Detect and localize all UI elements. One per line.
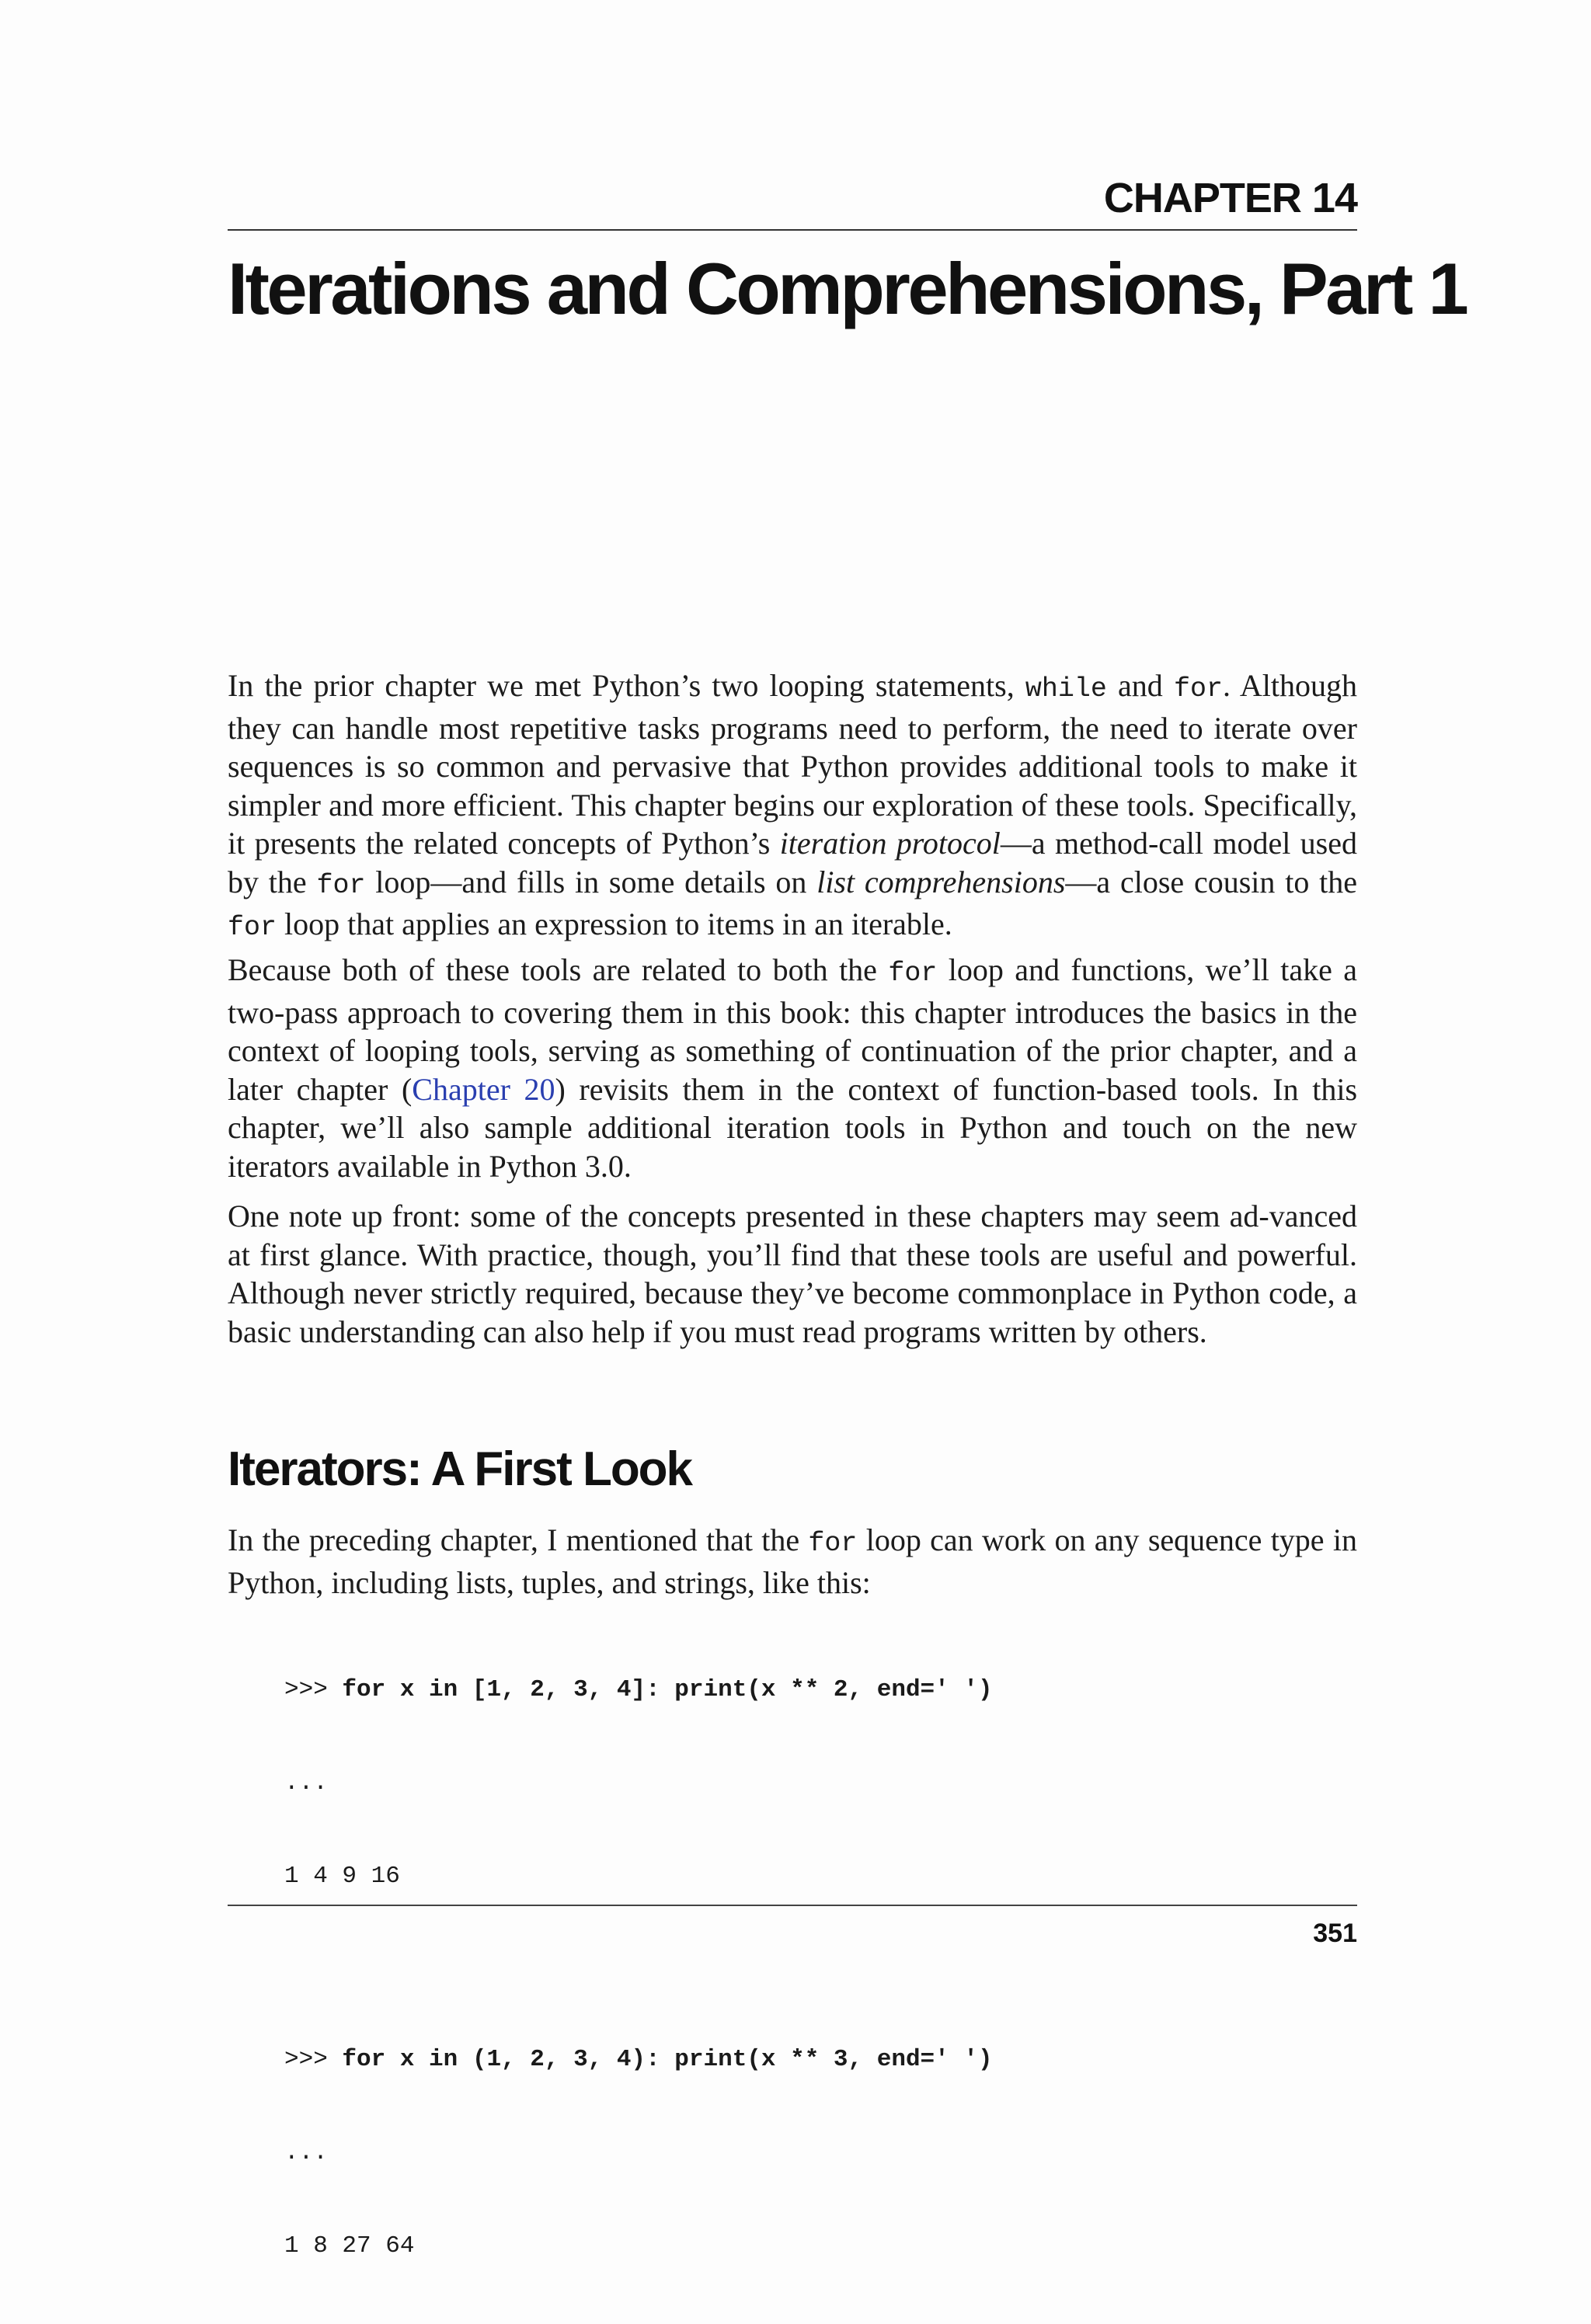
- code-continuation: ...: [284, 1769, 328, 1797]
- code-output: 1 4 9 16: [284, 1863, 400, 1890]
- text-run: ) revisits them in the context of function-based tools. In this chapter, we’ll also sample additional iteration tools in Python and touch on the new iterators available in Python 3.0.: [228, 1071, 1358, 1184]
- code-line: [284, 2044, 993, 2075]
- text-run: loop—and fills in some details on: [365, 864, 817, 899]
- text-run: In the preceding chapter, I mentioned that the: [228, 1522, 809, 1557]
- code-continuation: ...: [284, 2139, 328, 2166]
- inline-code: for: [316, 869, 366, 901]
- chapter-20-link[interactable]: Chapter 20: [412, 1071, 555, 1107]
- code-command: for x in (1, 2, 3, 4): print(x ** 3, end=' '): [342, 2046, 993, 2073]
- text-run: In the prior chapter we met Python’s two looping statements,: [228, 668, 1025, 703]
- footer-rule: [228, 1905, 1357, 1906]
- section-paragraph: [228, 1521, 1357, 1602]
- code-line: [284, 1675, 993, 1706]
- text-run: loop that applies an expression to items in an iterable.: [277, 906, 952, 941]
- code-command: for x in [1, 2, 3, 4]: print(x ** 2, end=' '): [342, 1676, 993, 1703]
- emphasis: iteration protocol: [779, 826, 1001, 861]
- inline-code: while: [1025, 673, 1107, 705]
- section-heading: Iterators: A First Look: [228, 1442, 692, 1496]
- text-run: and: [1106, 668, 1174, 703]
- text-run: loop can work on any sequence type in Python, including lists, tuples, and strings, like this:: [228, 1522, 1357, 1600]
- intro-paragraph-2: [228, 951, 1357, 1185]
- intro-paragraph-1: [228, 666, 1357, 948]
- inline-code: for: [888, 958, 938, 989]
- page-number: 351: [1313, 1919, 1357, 1948]
- intro-paragraph-3: One note up front: some of the concepts presented in these chapters may seem ad-vanced at first glance. With practice, though, you’ll find that these tools are useful and powerful. Although never strictly required, because they’ve become commonplace in Python code, a basic understanding can also help if you must read programs written by others.: [228, 1199, 1357, 1349]
- text-run: —a close cousin to the: [1065, 864, 1357, 899]
- inline-code: for: [808, 1528, 858, 1559]
- repl-prompt: >>>: [284, 2046, 343, 2073]
- chapter-rule: [228, 229, 1357, 231]
- code-gap: [284, 1954, 993, 1982]
- code-example: [284, 1613, 993, 2324]
- inline-code: for: [1173, 673, 1223, 705]
- text-run: . Although they can handle most repetitive tasks programs need to perform, the need to iterate over sequences is so common and pervasive that Python provides additional tools to make it simpler and more efficient. This chapter begins our exploration of these tools. Specifically, it presents the related concepts of Python’s: [228, 668, 1358, 861]
- repl-prompt: >>>: [284, 1676, 343, 1703]
- chapter-number: CHAPTER 14: [1103, 175, 1357, 221]
- emphasis: list comprehensions: [816, 864, 1066, 899]
- text-run: Because both of these tools are related to both the: [228, 952, 889, 987]
- text-run: loop and functions, we’ll take a two-pass approach to covering them in this book: this chapter introduces the basics in the context of looping tools, serving as something of continuation of the prior chapter, and a later chapter (: [228, 952, 1358, 1107]
- inline-code: for: [228, 912, 277, 943]
- code-output: 1 8 27 64: [284, 2232, 415, 2260]
- text-run: —a method-call model used by the: [228, 826, 1357, 899]
- chapter-title: Iterations and Comprehensions, Part 1: [228, 248, 1467, 329]
